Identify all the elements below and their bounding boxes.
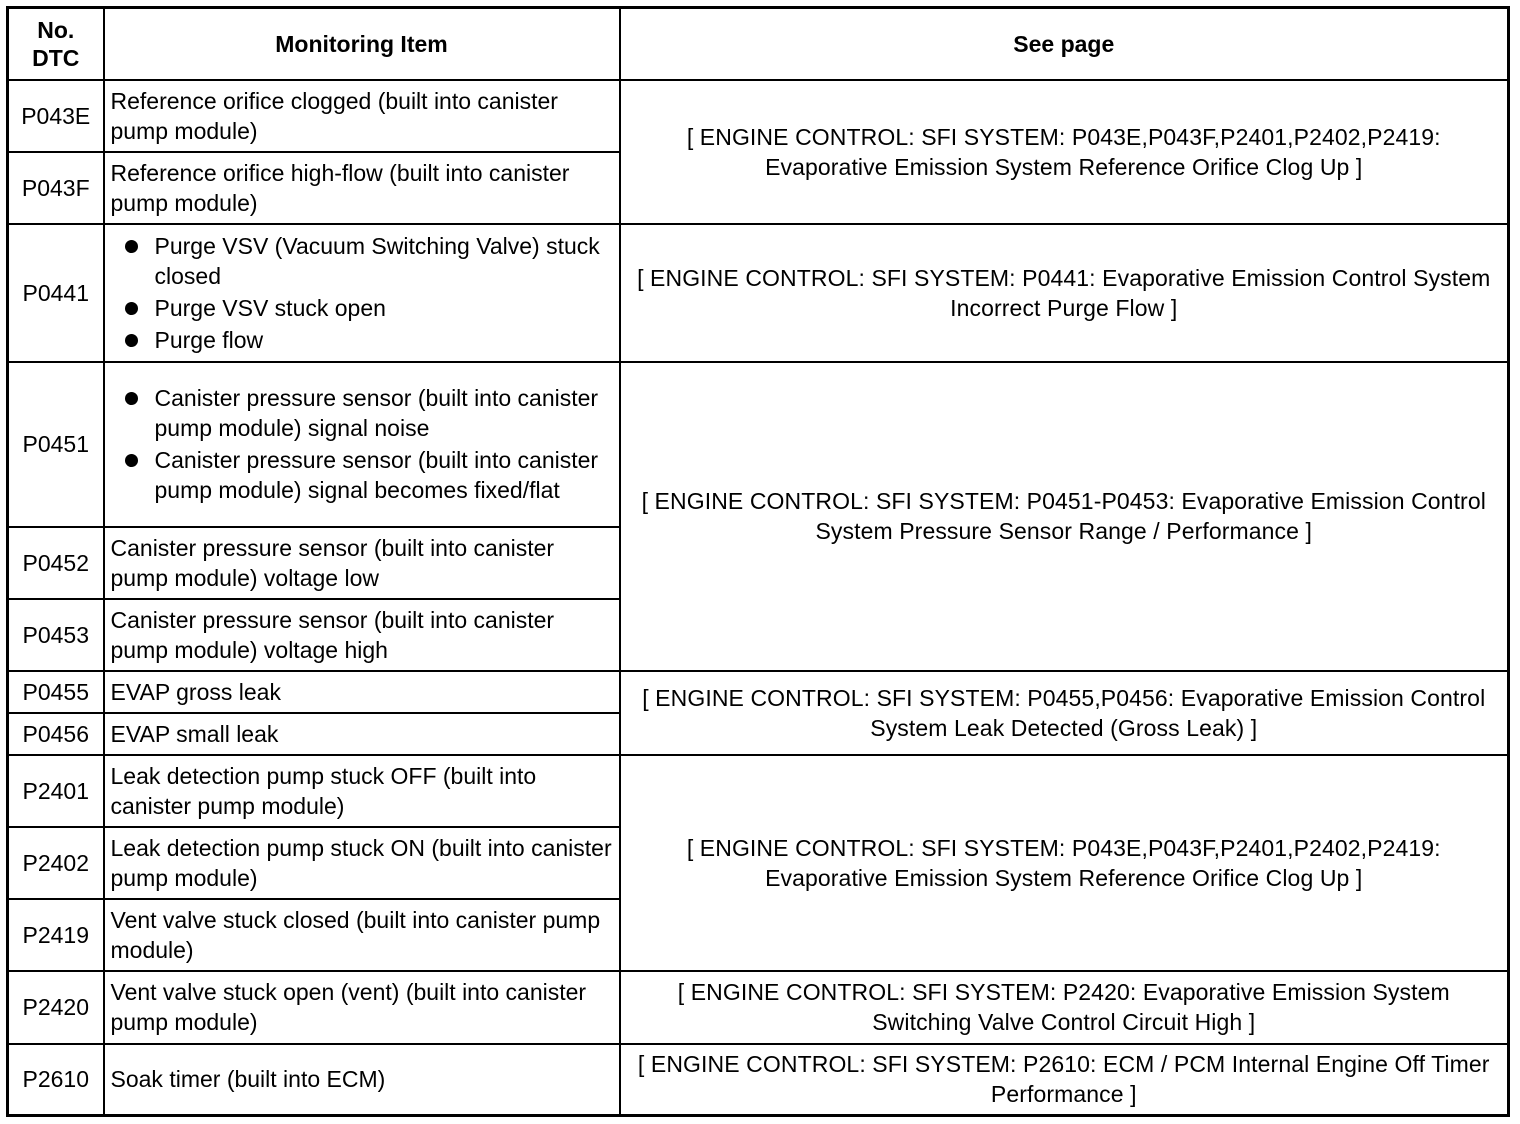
- see-page-link[interactable]: [ ENGINE CONTROL: SFI SYSTEM: P0441: Evaporative Emission Control System Incorrect Purge Flow ]: [620, 224, 1509, 362]
- dtc-code: P0451: [8, 362, 104, 527]
- bullet-icon: [125, 392, 138, 405]
- list-item: [155, 231, 613, 291]
- dtc-code: P2420: [8, 971, 104, 1044]
- dtc-code: P0455: [8, 671, 104, 713]
- dtc-code: P0456: [8, 713, 104, 755]
- monitoring-item: Canister pressure sensor (built into canister pump module) voltage low: [104, 527, 620, 599]
- list-item: [155, 445, 613, 505]
- monitoring-item: Soak timer (built into ECM): [104, 1044, 620, 1116]
- header-dtc: [8, 8, 104, 80]
- dtc-code: P2401: [8, 755, 104, 827]
- dtc-code: P0453: [8, 599, 104, 671]
- see-page-link[interactable]: [ ENGINE CONTROL: SFI SYSTEM: P0451-P0453: Evaporative Emission Control System Pressure Sensor Range / Performance ]: [620, 362, 1509, 671]
- see-page-link[interactable]: [ ENGINE CONTROL: SFI SYSTEM: P2610: ECM / PCM Internal Engine Off Timer Performance ]: [620, 1044, 1509, 1116]
- header-see-page: See page: [620, 8, 1509, 80]
- bullet-text: Canister pressure sensor (built into canister pump module) signal becomes fixed/flat: [154, 447, 599, 503]
- table-row: [8, 971, 1509, 1044]
- monitoring-item: [104, 224, 620, 362]
- bullet-list: [111, 383, 613, 505]
- bullet-list: [111, 231, 613, 355]
- table-row: [8, 671, 1509, 713]
- dtc-code: P2402: [8, 827, 104, 899]
- bullet-text: Purge VSV (Vacuum Switching Valve) stuck closed: [154, 232, 600, 289]
- bullet-icon: [125, 454, 138, 467]
- monitoring-item: Canister pressure sensor (built into canister pump module) voltage high: [104, 599, 620, 671]
- dtc-code: P0441: [8, 224, 104, 362]
- dtc-code: P0452: [8, 527, 104, 599]
- bullet-icon: [125, 334, 138, 347]
- table-row: [8, 224, 1509, 362]
- table-header-row: [8, 8, 1509, 80]
- monitoring-item: Leak detection pump stuck OFF (built into canister pump module): [104, 755, 620, 827]
- dtc-code: P043F: [8, 152, 104, 224]
- table-row: [8, 80, 1509, 152]
- monitoring-item: EVAP small leak: [104, 713, 620, 755]
- bullet-text: Purge VSV stuck open: [154, 294, 386, 321]
- dtc-code: P043E: [8, 80, 104, 152]
- monitoring-item: Reference orifice high-flow (built into canister pump module): [104, 152, 620, 224]
- monitoring-item: Vent valve stuck open (vent) (built into canister pump module): [104, 971, 620, 1044]
- bullet-icon: [125, 240, 138, 253]
- table-row: [8, 1044, 1509, 1116]
- monitoring-item: Vent valve stuck closed (built into canister pump module): [104, 899, 620, 971]
- dtc-code: P2610: [8, 1044, 104, 1116]
- dtc-code: P2419: [8, 899, 104, 971]
- see-page-link[interactable]: [ ENGINE CONTROL: SFI SYSTEM: P0455,P0456: Evaporative Emission Control System Leak Detected (Gross Leak) ]: [620, 671, 1509, 755]
- list-item: [155, 383, 613, 443]
- header-dtc-line1: No.: [37, 16, 75, 43]
- table-row: [8, 362, 1509, 527]
- header-dtc-line2: DTC: [32, 44, 80, 71]
- list-item: [155, 325, 613, 355]
- bullet-text: Purge flow: [154, 326, 264, 353]
- monitoring-item: EVAP gross leak: [104, 671, 620, 713]
- see-page-link[interactable]: [ ENGINE CONTROL: SFI SYSTEM: P2420: Evaporative Emission System Switching Valve Control Circuit High ]: [620, 971, 1509, 1044]
- bullet-icon: [125, 302, 138, 315]
- monitoring-item: [104, 362, 620, 527]
- dtc-table: [6, 6, 1510, 1117]
- monitoring-item: Reference orifice clogged (built into canister pump module): [104, 80, 620, 152]
- bullet-text: Canister pressure sensor (built into canister pump module) signal noise: [154, 385, 599, 441]
- header-monitoring-item: Monitoring Item: [104, 8, 620, 80]
- see-page-link[interactable]: [ ENGINE CONTROL: SFI SYSTEM: P043E,P043F,P2401,P2402,P2419: Evaporative Emission System Reference Orifice Clog Up ]: [620, 80, 1509, 224]
- list-item: [155, 293, 613, 323]
- monitoring-item: Leak detection pump stuck ON (built into canister pump module): [104, 827, 620, 899]
- table-row: [8, 755, 1509, 827]
- see-page-link[interactable]: [ ENGINE CONTROL: SFI SYSTEM: P043E,P043F,P2401,P2402,P2419: Evaporative Emission System Reference Orifice Clog Up ]: [620, 755, 1509, 971]
